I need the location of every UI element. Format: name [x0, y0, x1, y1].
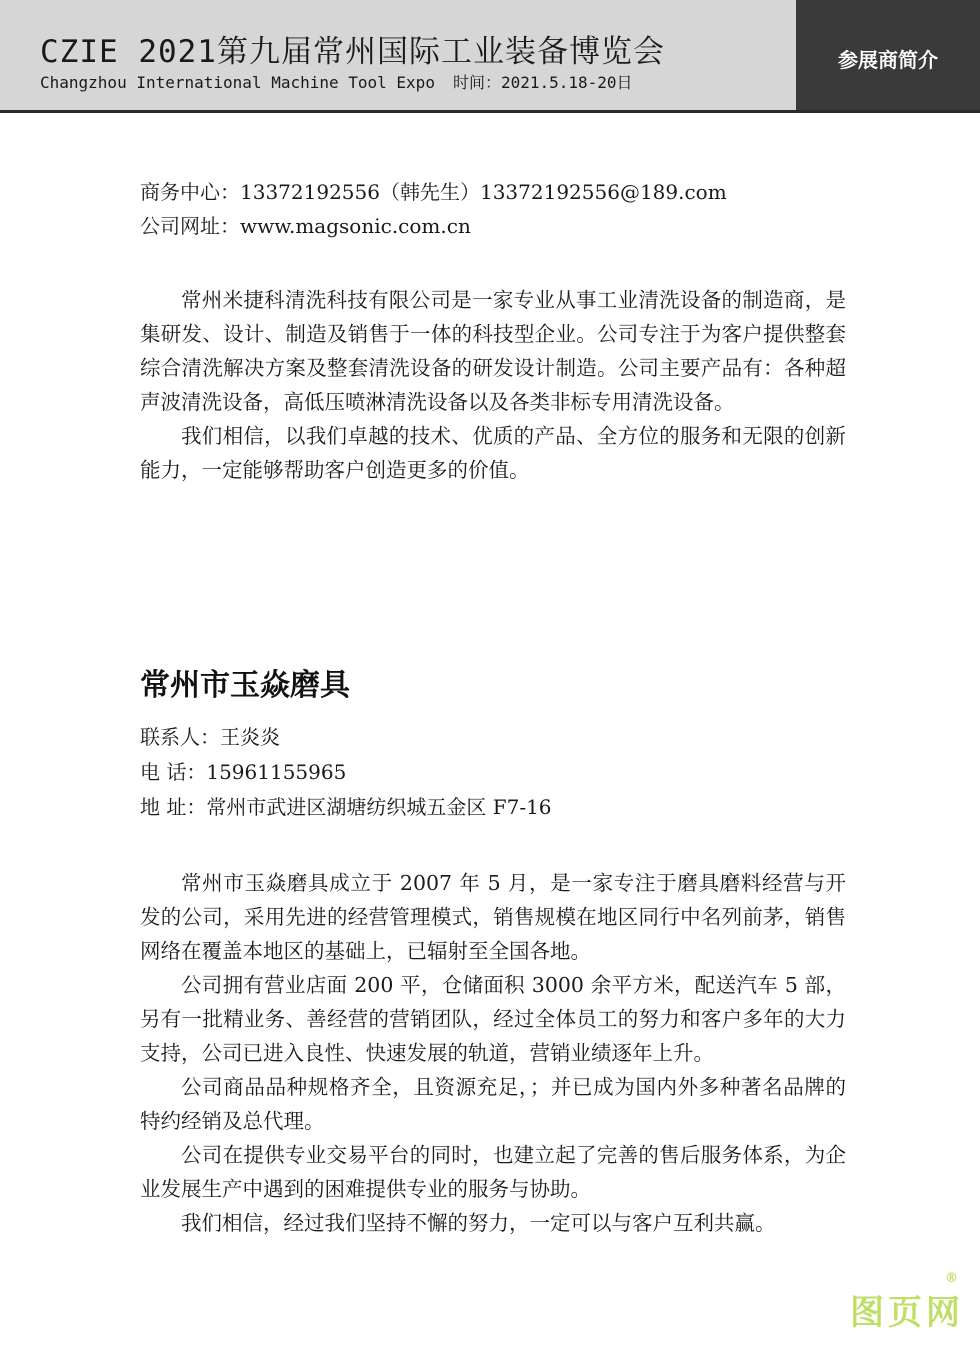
expo-title: CZIE 2021第九届常州国际工业装备博览会	[40, 34, 665, 70]
expo-date: 时间：2021.5.18-20日	[452, 73, 633, 92]
company2-paragraph: 公司拥有营业店面 200 平，仓储面积 3000 余平方米，配送汽车 5 部，另有一批精业务、善经营的营销团队，经过全体员工的努力和客户多年的大力支持，公司已进入良性、快速发展的轨道，营销业绩逐年上升。	[140, 973, 846, 1065]
company1-paragraph: 常州米捷科清洗科技有限公司是一家专业从事工业清洗设备的制造商，是集研发、设计、制造及销售于一体的科技型企业。公司专注于为客户提供整套综合清洗解决方案及整套清洗设备的研发设计制造。公司主要产品有：各种超声波清洗设备，高低压喷淋清洗设备以及各类非标专用清洗设备。	[140, 288, 846, 414]
business-center-line: 商务中心：13372192556（韩先生）13372192556@189.com	[140, 180, 727, 204]
page-header	[0, 0, 980, 112]
address-line: 地 址：常州市武进区湖塘纺织城五金区 F7-16	[140, 795, 552, 819]
expo-subtitle-row	[40, 70, 633, 93]
company2-heading-block	[140, 666, 846, 706]
company2-paragraph: 常州市玉焱磨具成立于 2007 年 5 月，是一家专注于磨具磨料经营与开发的公司，采用先进的经营管理模式，销售规模在地区同行中名列前茅，销售网络在覆盖本地区的基础上，已辐射至全国各地。	[140, 871, 846, 963]
company2-paragraph: 我们相信，经过我们坚持不懈的努力，一定可以与客户互利共赢。	[181, 1211, 776, 1235]
section-label: 参展商简介	[838, 48, 938, 72]
company1-paragraph: 我们相信，以我们卓越的技术、优质的产品、全方位的服务和无限的创新能力，一定能够帮助客户创造更多的价值。	[140, 424, 846, 482]
company2-paragraph: 公司商品品种规格齐全，且资源充足，；并已成为国内外多种著名品牌的特约经销及总代理。	[140, 1075, 846, 1133]
header-divider	[0, 110, 980, 113]
company2-name: 常州市玉焱磨具	[140, 668, 350, 703]
company2-description	[140, 866, 846, 1240]
registered-mark-icon: ®	[945, 1271, 958, 1286]
watermark-text: 图页网	[850, 1293, 964, 1333]
company1-description	[140, 283, 846, 487]
expo-subtitle: Changzhou International Machine Tool Expo	[40, 73, 435, 92]
company1-contact	[140, 175, 846, 243]
phone-line: 电 话：15961155965	[140, 760, 347, 784]
company2-contact	[140, 720, 846, 825]
contact-person-line: 联系人：王炎炎	[140, 725, 280, 749]
watermark-logo	[850, 1271, 964, 1334]
website-line: 公司网址：www.magsonic.com.cn	[140, 214, 471, 238]
company2-paragraph: 公司在提供专业交易平台的同时，也建立起了完善的售后服务体系，为企业发展生产中遇到的困难提供专业的服务与协助。	[140, 1143, 846, 1201]
